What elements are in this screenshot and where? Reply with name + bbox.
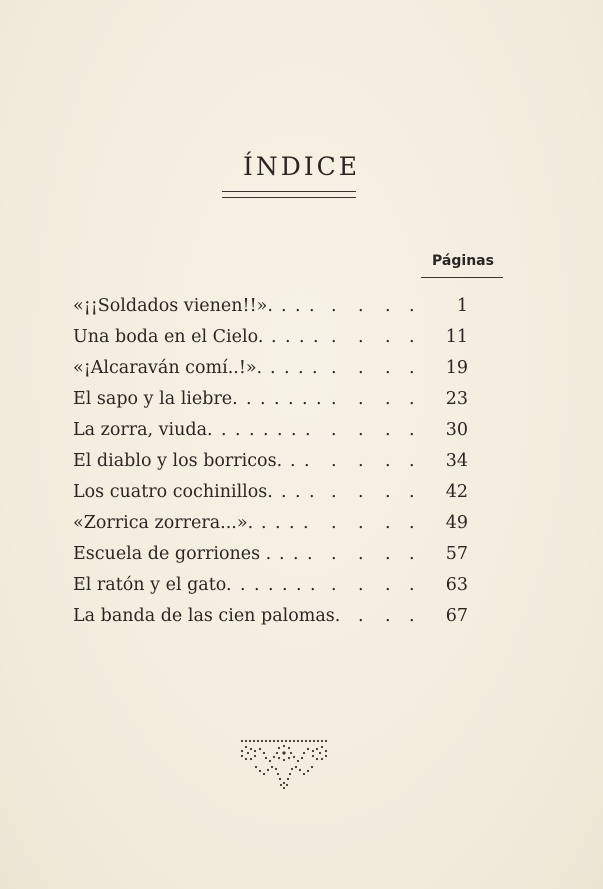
title-double-rule <box>222 191 356 198</box>
toc-entry[interactable]: El ratón y el gato. . . . . . . . . . . 63 <box>73 575 468 595</box>
toc-entry-title: El diablo y los borricos. <box>73 451 283 471</box>
toc-entry[interactable]: Una boda en el Cielo. . . . . . . . . 11 <box>73 327 468 347</box>
toc-entry-title: «¡¡Soldados vienen!!». <box>73 296 273 316</box>
toc-entry[interactable]: Los cuatro cochinillos. . . . . . . . 42 <box>73 482 468 502</box>
page-title: ÍNDICE <box>242 152 361 181</box>
pages-header-rule <box>421 277 503 278</box>
table-of-contents <box>73 293 473 634</box>
ornament-center-ring <box>276 745 292 761</box>
toc-entry-page: 30 <box>445 420 468 440</box>
toc-entry[interactable]: «¡¡Soldados vienen!!». . . . . . . . 1 <box>73 296 468 316</box>
toc-entry[interactable]: El sapo y la liebre. . . . . . . . . . . 23 <box>73 389 468 409</box>
ornament-lower-drop <box>255 766 313 789</box>
toc-entry-title: Una boda en el Cielo. <box>73 327 264 347</box>
pages-column-header: Páginas <box>432 253 494 269</box>
toc-entry[interactable]: «Zorrica zorrera...». . . . . . . . . 49 <box>73 513 468 533</box>
toc-entry-title: Escuela de gorriones . <box>73 544 272 564</box>
toc-entry-page: 42 <box>445 482 468 502</box>
toc-entry-page: 19 <box>445 358 468 378</box>
toc-entry[interactable]: Escuela de gorriones . . . . . . . . 57 <box>73 544 468 564</box>
ornament-left-scroll <box>241 746 275 762</box>
toc-entry-page: 23 <box>445 389 468 409</box>
toc-entry-title: El ratón y el gato. <box>73 575 232 595</box>
ornament-dot-band <box>241 740 327 742</box>
toc-entry-page: 49 <box>445 513 468 533</box>
dotted-floral-ornament-icon <box>236 737 332 793</box>
toc-entry-title: «¡Alcaraván comí..!». <box>73 358 263 378</box>
toc-entry-page: 11 <box>445 327 468 347</box>
toc-entry-page: 67 <box>445 606 468 626</box>
toc-entry-title: Los cuatro cochinillos. <box>73 482 273 502</box>
toc-entry-title: La zorra, viuda. <box>73 420 213 440</box>
toc-entry-page: 34 <box>445 451 468 471</box>
ornament-right-scroll <box>293 746 327 762</box>
toc-entry[interactable]: La banda de las cien palomas. . . . 67 <box>73 606 468 626</box>
toc-entry[interactable]: La zorra, viuda. . . . . . . . . . . . 30 <box>73 420 468 440</box>
toc-entry-page: 57 <box>445 544 468 564</box>
toc-entry-title: La banda de las cien palomas. <box>73 606 341 626</box>
toc-entry-title: El sapo y la liebre. <box>73 389 238 409</box>
toc-entry[interactable]: «¡Alcaraván comí..!». . . . . . . . . 19 <box>73 358 468 378</box>
toc-entry-page: 63 <box>445 575 468 595</box>
toc-entry-page: 1 <box>456 296 468 316</box>
toc-entry-title: «Zorrica zorrera...». <box>73 513 254 533</box>
toc-entry[interactable]: El diablo y los borricos. . . . . . . 34 <box>73 451 468 471</box>
